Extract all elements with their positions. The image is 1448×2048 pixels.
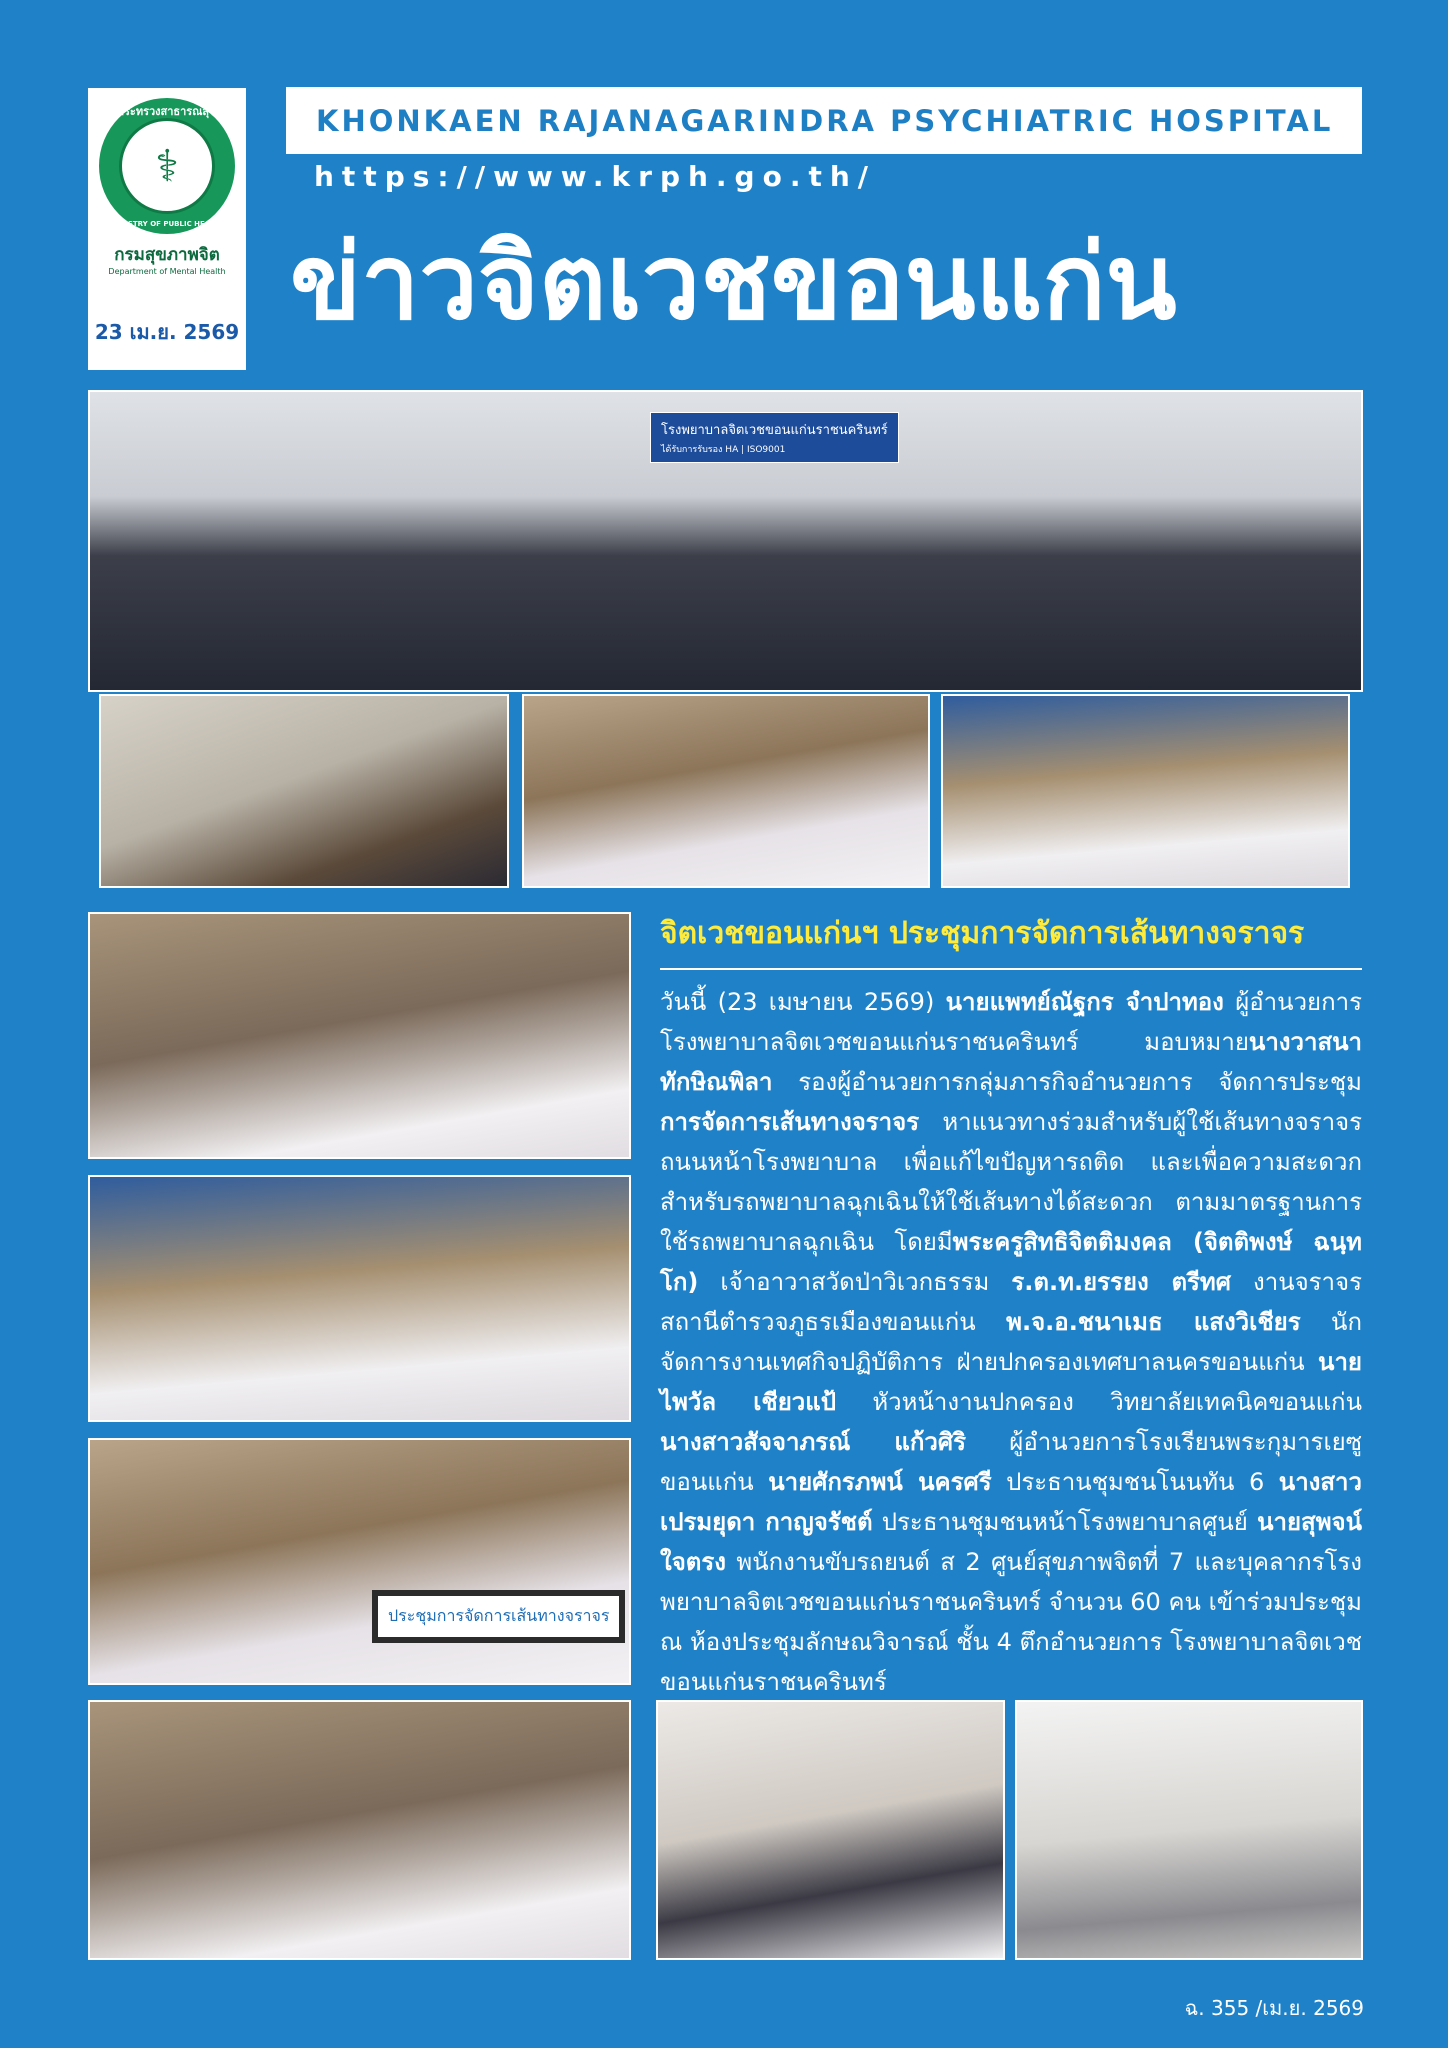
article-text: หัวหน้างานปกครอง วิทยาลัยเทคนิคขอนแก่น [835, 1388, 1362, 1416]
caduceus-icon: ⚕ [119, 118, 215, 214]
presentation-slide [372, 1590, 625, 1643]
article-name-highlight: นายศักรภพน์ นครศรี [768, 1468, 992, 1496]
article-name-highlight: พ.จ.อ.ชนาเมธ แสงวิเชียร [1006, 1308, 1301, 1336]
article-text: นักจัดการงานเทศกิจปฏิบัติการ ฝ่ายปกครองเทศบาลนครขอนแก่น [660, 1308, 1362, 1376]
meeting-photo-table-row [88, 912, 631, 1159]
article-name-highlight: พระครูสิทธิจิตติมงคล (จิตติพงษ์ ฉนฺทโก) [660, 1228, 1362, 1296]
hospital-name: KHONKAEN RAJANAGARINDRA PSYCHIATRIC HOSPITAL [316, 103, 1334, 138]
article-name-highlight: นายสุพจน์ ใจตรง [660, 1508, 1362, 1576]
meeting-photo-attendees [88, 1700, 631, 1960]
headline-divider [660, 968, 1362, 970]
department-english: Department of Mental Health [108, 266, 226, 276]
article-name-highlight: นางวาสนา ทักษิณพิลา [660, 1028, 1362, 1096]
article-name-highlight: นางสาวสัจจาภรณ์ แก้วศิริ [660, 1428, 967, 1456]
article-text: ประธานชุมชนหน้าโรงพยาบาลศูนย์ [872, 1508, 1258, 1536]
article-text: ผู้อำนวยการโรงเรียนพระกุมารเยซูขอนแก่น [660, 1428, 1362, 1496]
issue-number: ฉ. 355 /เม.ย. 2569 [1184, 1996, 1364, 2020]
masthead-title: ข่าวจิตเวชขอนแก่น [290, 221, 1177, 343]
meeting-photo-speaker [522, 694, 930, 888]
site-visit-photo [1015, 1700, 1363, 1960]
article-text: ผู้อำนวยการโรงพยาบาลจิตเวชขอนแก่นราชนครินทร์ มอบหมาย [660, 988, 1363, 1056]
article-text: งานจราจรสถานีตำรวจภูธรเมืองขอนแก่น [660, 1268, 1362, 1336]
article-name-highlight: นายไพวัล เชียวแป้ [660, 1348, 1362, 1416]
article-name-highlight: นายแพทย์ณัฐกร จำปาทอง [945, 988, 1224, 1016]
issue-date: 23 เม.ย. 2569 [94, 319, 240, 344]
article-name-highlight: ร.ต.ท.ยรรยง ตรีทศ [1011, 1268, 1231, 1296]
entrance-sign-title: โรงพยาบาลจิตเวชขอนแก่นราชนครินทร์ [661, 423, 888, 438]
hospital-name-bar [286, 87, 1362, 154]
article-name-highlight: การจัดการเส้นทางจราจร [660, 1108, 920, 1136]
meeting-photo-table-side [656, 1700, 1005, 1960]
article-text: เจ้าอาวาสวัดป่าวิเวกธรรม [698, 1268, 1012, 1296]
entrance-sign [650, 412, 899, 463]
slide-title: ประชุมการจัดการเส้นทางจราจร [388, 1606, 610, 1625]
article-name-highlight: นางสาวเปรมยุดา กาญจรัชต์ [660, 1468, 1362, 1536]
website-url[interactable]: https://www.krph.go.th/ [314, 160, 877, 193]
article-text: รองผู้อำนวยการกลุ่มภารกิจอำนวยการ จัดการประชุม [772, 1068, 1362, 1096]
entrance-sign-subtitle: ได้รับการรับรอง HA | ISO9001 [661, 445, 786, 455]
seal-top-text: กระทรวงสาธารณสุข [117, 105, 217, 118]
group-photo [88, 390, 1363, 692]
article-headline: จิตเวชขอนแก่นฯ ประชุมการจัดการเส้นทางจราจร [660, 916, 1305, 951]
logo-box [88, 88, 246, 370]
meeting-photo-participants [941, 694, 1350, 888]
seal-bottom-text: MINISTRY OF PUBLIC HEALTH [109, 220, 225, 228]
article-text: ประธานชุมชนโนนทัน 6 [991, 1468, 1279, 1496]
article-text: หาแนวทางร่วมสำหรับผู้ใช้เส้นทางจราจรถนนหน้าโรงพยาบาล เพื่อแก้ไขปัญหารถติด และเพื่อความสะดวกสำหรับรถพยาบาลฉุกเฉินให้ใช้เส้นทางได้สะดวก ตามมาตรฐานการใช้รถพยาบาลฉุกเฉิน โดยมี [660, 1108, 1362, 1256]
meeting-photo-presentation [88, 1438, 631, 1685]
meeting-photo-room-overview [88, 1175, 631, 1422]
article-body [660, 982, 1362, 1702]
article-text: พนักงานขับรถยนต์ ส 2 ศูนย์สุขภาพจิตที่ 7 และบุคลากรโรงพยาบาลจิตเวชขอนแก่นราชนครินทร์ จำนวน 60 คน เข้าร่วมประชุม ณ ห้องประชุมลักษณวิจารณ์ ชั้น 4 ตึกอำนวยการ โรงพยาบาลจิตเวชขอนแก่นราชนครินทร์ [660, 1548, 1362, 1696]
department-thai: กรมสุขภาพจิต [114, 245, 220, 265]
ministry-seal-logo [99, 98, 235, 234]
meeting-photo-monk [99, 694, 509, 888]
article-text: วันนี้ (23 เมษายน 2569) [660, 988, 946, 1016]
